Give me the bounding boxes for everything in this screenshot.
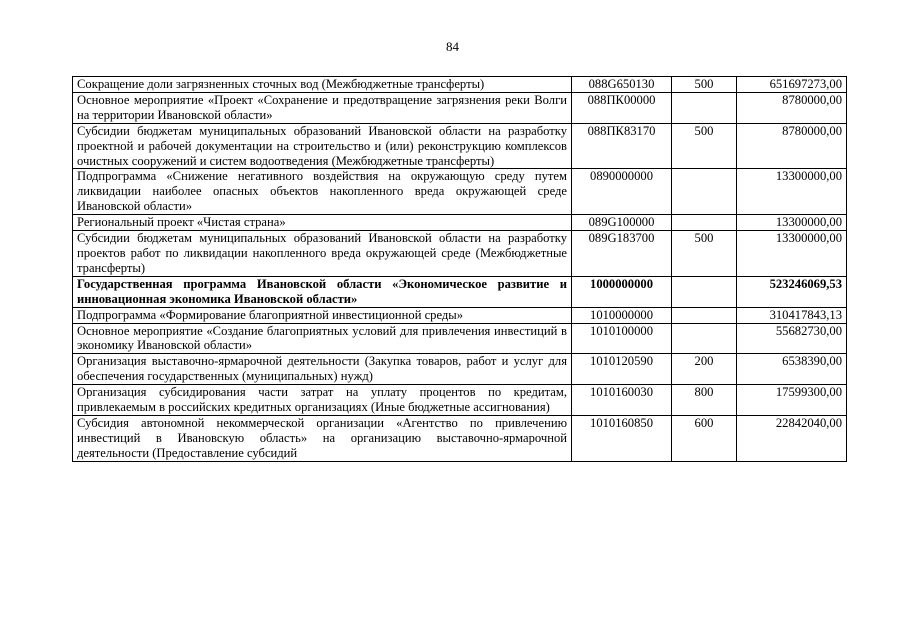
table-row (73, 415, 847, 461)
row-code-cell: 088ПК00000 (572, 92, 672, 123)
row-expense-type-cell: 500 (672, 231, 737, 277)
table-row (73, 123, 847, 169)
table-row (73, 231, 847, 277)
row-expense-type-cell (672, 307, 737, 323)
table-row (73, 276, 847, 307)
budget-table (72, 76, 847, 462)
row-expense-type-cell: 600 (672, 415, 737, 461)
row-name-cell: Субсидия автономной некоммерческой организации «Агентство по привлечению инвестиций в Ивановскую область» на организацию выставочно-ярмарочной деятельности (Предоставление субсидий (73, 415, 572, 461)
row-name-cell: Организация выставочно-ярмарочной деятельности (Закупка товаров, работ и услуг для обеспечения государственных (муниципальных) нужд) (73, 354, 572, 385)
row-code-cell: 088G650130 (572, 77, 672, 93)
row-code-cell: 1010100000 (572, 323, 672, 354)
row-code-cell: 0890000000 (572, 169, 672, 215)
row-name-cell: Основное мероприятие «Создание благоприятных условий для привлечения инвестиций в экономику Ивановской области» (73, 323, 572, 354)
row-name-cell: Государственная программа Ивановской области «Экономическое развитие и инновационная экономика Ивановской области» (73, 276, 572, 307)
row-code-cell: 088ПК83170 (572, 123, 672, 169)
row-name-cell: Субсидии бюджетам муниципальных образований Ивановской области на разработку проектов работ по ликвидации накопленного вреда окружающей среде (Межбюджетные трансферты) (73, 231, 572, 277)
row-expense-type-cell: 200 (672, 354, 737, 385)
row-expense-type-cell (672, 323, 737, 354)
row-name-cell: Подпрограмма «Формирование благоприятной инвестиционной среды» (73, 307, 572, 323)
row-code-cell: 089G183700 (572, 231, 672, 277)
row-expense-type-cell (672, 169, 737, 215)
table-row (73, 354, 847, 385)
row-amount-cell: 13300000,00 (737, 169, 847, 215)
row-expense-type-cell (672, 276, 737, 307)
page-number: 84 (446, 39, 459, 54)
row-amount-cell: 13300000,00 (737, 215, 847, 231)
row-amount-cell: 13300000,00 (737, 231, 847, 277)
row-name-cell: Региональный проект «Чистая страна» (73, 215, 572, 231)
row-expense-type-cell: 500 (672, 77, 737, 93)
row-expense-type-cell: 500 (672, 123, 737, 169)
row-amount-cell: 55682730,00 (737, 323, 847, 354)
row-expense-type-cell (672, 92, 737, 123)
table-row (73, 323, 847, 354)
budget-table-body (73, 77, 847, 462)
table-row (73, 215, 847, 231)
table-row (73, 169, 847, 215)
row-name-cell: Сокращение доли загрязненных сточных вод (Межбюджетные трансферты) (73, 77, 572, 93)
table-row (73, 385, 847, 416)
row-name-cell: Организация субсидирования части затрат на уплату процентов по кредитам, привлекаемым в российских кредитных организациях (Иные бюджетные ассигнования) (73, 385, 572, 416)
table-row (73, 307, 847, 323)
table-row (73, 92, 847, 123)
row-name-cell: Подпрограмма «Снижение негативного воздействия на окружающую среду путем ликвидации наиболее опасных объектов накопленного вреда окружающей среде Ивановской области» (73, 169, 572, 215)
row-name-cell: Субсидии бюджетам муниципальных образований Ивановской области на разработку проектной и рабочей документации на строительство и (или) реконструкцию комплексов очистных сооружений и систем водоотведения (Межбюджетные трансферты) (73, 123, 572, 169)
row-name-cell: Основное мероприятие «Проект «Сохранение и предотвращение загрязнения реки Волги на территории Ивановской области» (73, 92, 572, 123)
row-code-cell: 1000000000 (572, 276, 672, 307)
row-amount-cell: 6538390,00 (737, 354, 847, 385)
row-expense-type-cell: 800 (672, 385, 737, 416)
row-amount-cell: 22842040,00 (737, 415, 847, 461)
row-code-cell: 1010160030 (572, 385, 672, 416)
row-amount-cell: 17599300,00 (737, 385, 847, 416)
row-expense-type-cell (672, 215, 737, 231)
row-amount-cell: 8780000,00 (737, 92, 847, 123)
row-amount-cell: 651697273,00 (737, 77, 847, 93)
row-amount-cell: 8780000,00 (737, 123, 847, 169)
row-amount-cell: 523246069,53 (737, 276, 847, 307)
row-code-cell: 089G100000 (572, 215, 672, 231)
table-row (73, 77, 847, 93)
row-code-cell: 1010160850 (572, 415, 672, 461)
row-code-cell: 1010120590 (572, 354, 672, 385)
row-amount-cell: 310417843,13 (737, 307, 847, 323)
row-code-cell: 1010000000 (572, 307, 672, 323)
